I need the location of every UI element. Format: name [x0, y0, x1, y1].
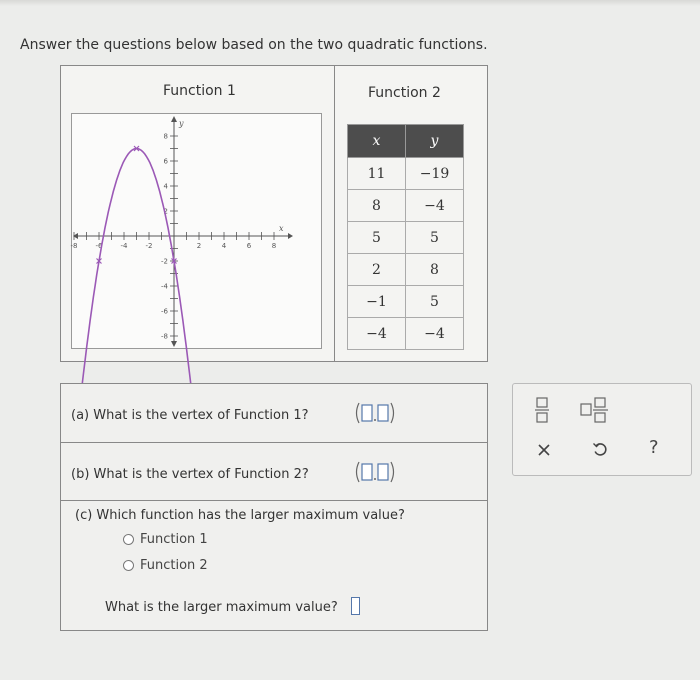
- table-row: [348, 318, 464, 350]
- cell-x: 11: [348, 158, 406, 190]
- x-tick-label: 4: [221, 242, 227, 250]
- question-b-row: [61, 443, 487, 501]
- help-button[interactable]: ?: [649, 437, 659, 458]
- table-header-row: [348, 125, 464, 158]
- function2-title: Function 2: [368, 85, 441, 101]
- function1-title: Function 1: [163, 83, 236, 99]
- function1-graph: [71, 113, 322, 349]
- x-tick-label: -6: [95, 242, 103, 250]
- table-row: [348, 254, 464, 286]
- fraction-icon[interactable]: [535, 396, 549, 428]
- y-tick-label: 4: [163, 182, 168, 191]
- radio-function1-label: Function 1: [140, 532, 208, 547]
- panel-divider: [334, 66, 335, 361]
- y-tick-label: 2: [163, 207, 168, 216]
- radio-circle-icon: [123, 560, 134, 571]
- cell-y: 5: [406, 286, 464, 318]
- y-tick-label: -6: [161, 307, 168, 316]
- cell-x: −4: [348, 318, 406, 350]
- radio-function2-label: Function 2: [140, 558, 208, 573]
- cell-y: −4: [406, 318, 464, 350]
- x-tick-label: 8: [271, 242, 277, 250]
- radio-circle-icon: [123, 534, 134, 545]
- table-row: [348, 190, 464, 222]
- y-axis-letter: y: [179, 119, 184, 128]
- x-tick-label: -8: [70, 242, 78, 250]
- cell-x: 8: [348, 190, 406, 222]
- y-tick-label: -2: [161, 257, 168, 266]
- table-row: [348, 222, 464, 254]
- cell-y: 8: [406, 254, 464, 286]
- question-c-label: (c) Which function has the larger maximum value?: [75, 508, 405, 523]
- question-b-label: (b) What is the vertex of Function 2?: [71, 467, 309, 482]
- cell-x: 5: [348, 222, 406, 254]
- questions-panel: [60, 383, 488, 631]
- question-a-row: [61, 384, 487, 443]
- function2-table: [347, 124, 464, 350]
- x-tick-label: -4: [120, 242, 128, 250]
- top-bar: [0, 0, 700, 6]
- max-value-label: What is the larger maximum value?: [105, 600, 338, 615]
- math-tools-panel: [512, 383, 692, 476]
- table-row: [348, 286, 464, 318]
- instructions: Answer the questions below based on the two quadratic functions.: [20, 37, 488, 53]
- x-tick-label: -2: [145, 242, 153, 250]
- cell-x: 2: [348, 254, 406, 286]
- function1-graph-svg: [72, 114, 321, 348]
- header-x: x: [348, 125, 406, 158]
- functions-panel: [60, 65, 488, 362]
- cell-y: −19: [406, 158, 464, 190]
- radio-function1[interactable]: [123, 532, 208, 547]
- cell-y: −4: [406, 190, 464, 222]
- y-tick-label: -4: [161, 282, 168, 291]
- header-y: y: [406, 125, 464, 158]
- x-axis-letter: x: [279, 224, 284, 233]
- x-tick-label: 2: [196, 242, 202, 250]
- x-tick-label: 6: [246, 242, 252, 250]
- table-row: [348, 158, 464, 190]
- undo-icon[interactable]: [592, 441, 608, 461]
- y-tick-label: -8: [161, 332, 168, 341]
- y-tick-label: 8: [163, 132, 168, 141]
- cell-y: 5: [406, 222, 464, 254]
- radio-function2[interactable]: [123, 558, 208, 573]
- max-value-input[interactable]: [351, 597, 360, 615]
- mixed-number-icon[interactable]: [580, 396, 610, 428]
- vertex1-ordered-pair-input[interactable]: [353, 401, 397, 425]
- cell-x: −1: [348, 286, 406, 318]
- y-tick-label: 6: [163, 157, 168, 166]
- clear-icon[interactable]: [537, 442, 551, 461]
- question-a-label: (a) What is the vertex of Function 1?: [71, 408, 309, 423]
- vertex2-ordered-pair-input[interactable]: [353, 460, 397, 484]
